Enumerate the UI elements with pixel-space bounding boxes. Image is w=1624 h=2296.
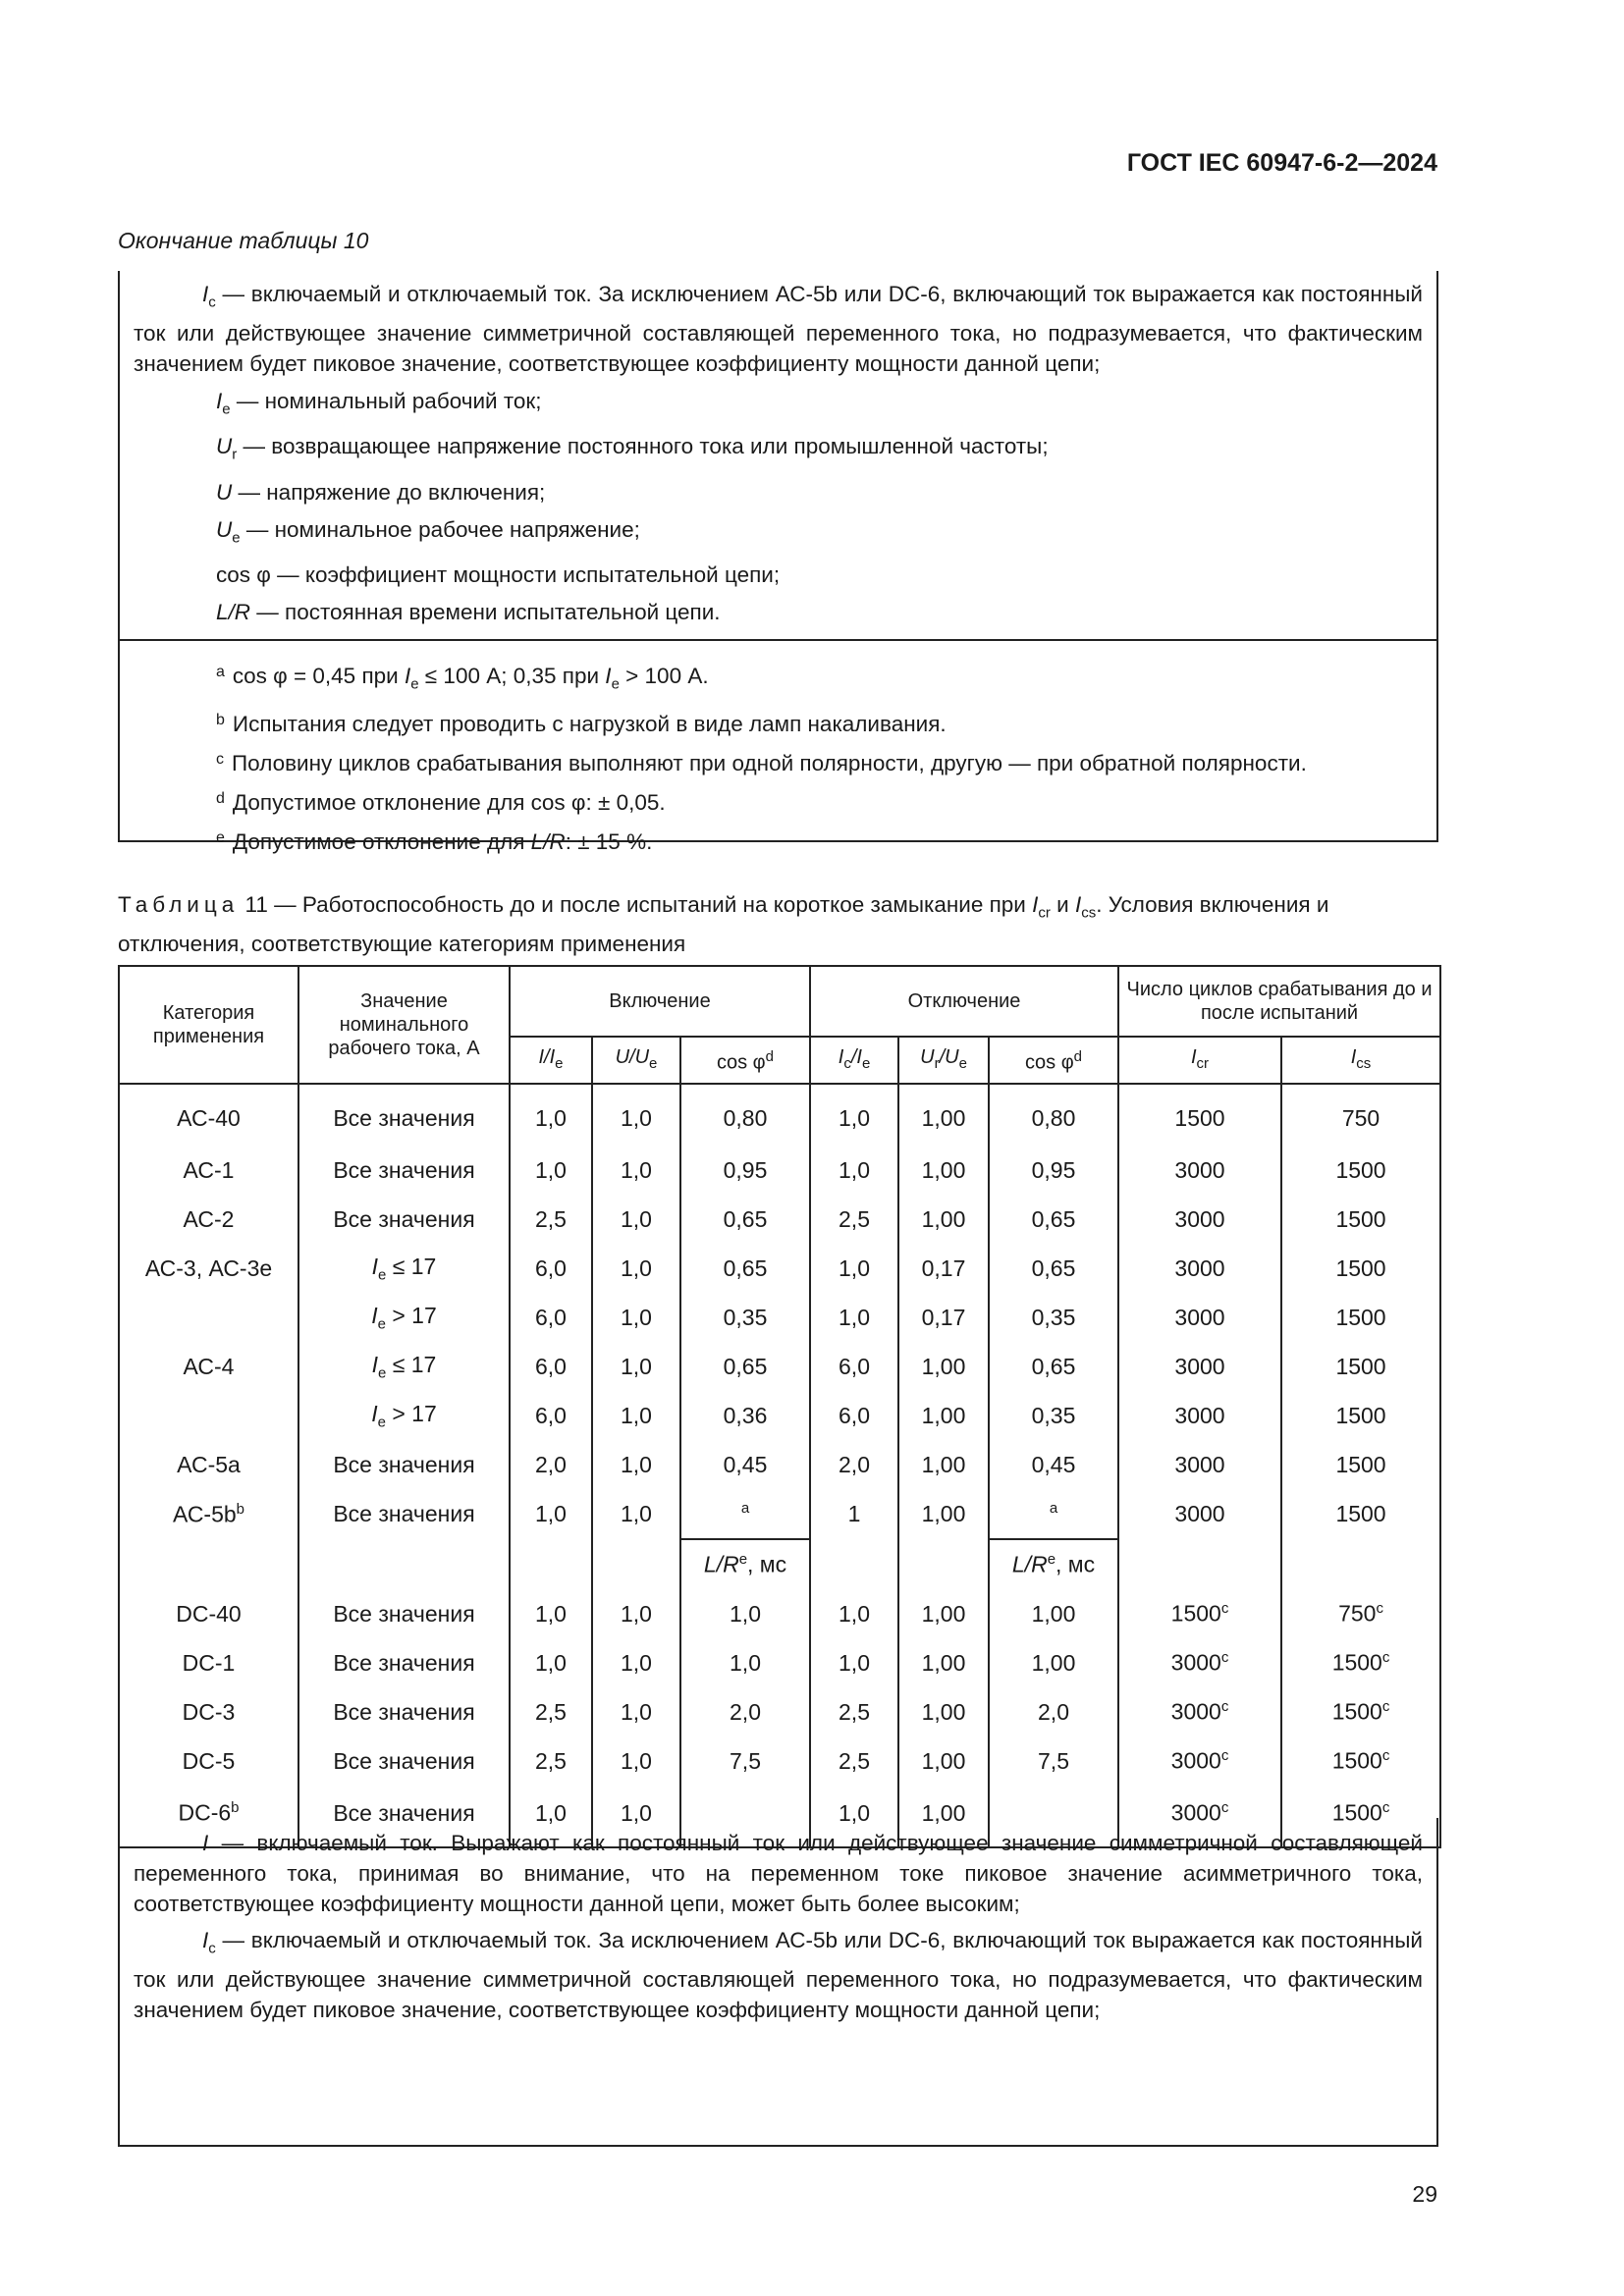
cell-making-u: 1,0 (592, 1293, 680, 1342)
footnotes-block (120, 639, 1436, 854)
cell-category (119, 1293, 298, 1342)
header-current-value: Значение номинального рабочего тока, А (298, 966, 510, 1084)
cell-making-i: 1,0 (510, 1084, 592, 1146)
cell-breaking-lr-header: $L/R^e$, мс (989, 1539, 1118, 1589)
cell-blank (510, 1539, 592, 1589)
cell-breaking-i: 1,0 (810, 1293, 898, 1342)
cell-breaking-u: 1,00 (898, 1084, 989, 1146)
footnote-e: $^e$ Допустимое отклонение для L/R: ± 15 %. (216, 828, 653, 854)
def-ur: $U_r$ — возвращающее напряжение постоянного тока или промышленной частоты; (216, 434, 1049, 463)
footnote-a: $^a$ cos φ = 0,45 при $I_e \le 100$ А; 0,35 при $I_e > 100$ А. (216, 664, 709, 693)
cell-blank (810, 1539, 898, 1589)
cell-category (119, 1391, 298, 1440)
cell-icr: 3000$^c$ (1118, 1786, 1281, 1847)
cell-making-i: 6,0 (510, 1342, 592, 1391)
cell-value: Все значения (298, 1687, 510, 1736)
footnote-d: $^d$ Допустимое отклонение для cos φ: ± 0,05. (216, 789, 666, 815)
cell-icr: 3000 (1118, 1146, 1281, 1195)
cell-category: DC-3 (119, 1687, 298, 1736)
cell-value: Все значения (298, 1440, 510, 1489)
cell-category: DC-40 (119, 1589, 298, 1638)
cell-making-cos: 0,36 (680, 1391, 810, 1440)
cell-making-u: 1,0 (592, 1589, 680, 1638)
cell-breaking-i: 2,0 (810, 1440, 898, 1489)
table-continuation-caption: Окончание таблицы 10 (118, 228, 369, 253)
cell-making-cos: 0,35 (680, 1293, 810, 1342)
table-row (119, 1736, 1440, 1786)
table-row (119, 1489, 1440, 1539)
cell-breaking-cos: 0,65 (989, 1244, 1118, 1293)
header-breaking-i: $I_c/I_e$ (810, 1037, 898, 1084)
cell-making-u: 1,0 (592, 1736, 680, 1786)
cell-icr: 3000 (1118, 1244, 1281, 1293)
cell-ics: 1500 (1281, 1440, 1440, 1489)
cell-making-u: 1,0 (592, 1084, 680, 1146)
cell-breaking-i: 1,0 (810, 1084, 898, 1146)
cell-ics: 1500$^c$ (1281, 1786, 1440, 1847)
cell-ics: 1500 (1281, 1489, 1440, 1539)
cell-making-cos: 0,65 (680, 1244, 810, 1293)
table11-definitions (118, 1818, 1438, 2147)
cell-breaking-cos: 0,95 (989, 1146, 1118, 1195)
cell-category: DC-5 (119, 1736, 298, 1786)
cell-breaking-u: 0,17 (898, 1244, 989, 1293)
cell-breaking-cos: a (989, 1489, 1118, 1539)
header-ics: $I_{cs}$ (1281, 1037, 1440, 1084)
cell-ics: 1500 (1281, 1146, 1440, 1195)
cell-icr: 3000 (1118, 1293, 1281, 1342)
cell-breaking-u: 1,00 (898, 1146, 989, 1195)
cell-breaking-i: 1,0 (810, 1146, 898, 1195)
def-ic-bottom: $I_c$ — включаемый и отключаемый ток. За исключением АС-5b или DC-6, включающий ток выражается как постоянный ток или действующее значение симметричной составляющей переменного тока, но подразумевается, что фактическим значением будет пиковое значение, соответствующее коэффициенту мощности данной цепи; (134, 1928, 1423, 2022)
cell-breaking-i: 2,5 (810, 1195, 898, 1244)
cell-making-u: 1,0 (592, 1244, 680, 1293)
def-ue: $U_e$ — номинальное рабочее напряжение; (216, 516, 640, 546)
cell-making-i: 1,0 (510, 1489, 592, 1539)
header-breaking: Отключение (810, 966, 1118, 1037)
cell-breaking-lr: 7,5 (989, 1736, 1118, 1786)
header-making-i: $I/I_e$ (510, 1037, 592, 1084)
cell-breaking-u: 1,00 (898, 1440, 989, 1489)
cell-value: $I_e > 17$ (298, 1391, 510, 1440)
cell-category: АС-5а (119, 1440, 298, 1489)
cell-icr: 3000 (1118, 1195, 1281, 1244)
header-cycles: Число циклов срабатывания до и после испытаний (1118, 966, 1440, 1037)
def-u: U — напряжение до включения; (216, 479, 546, 505)
cell-value: $I_e > 17$ (298, 1293, 510, 1342)
header-making-u: $U/U_e$ (592, 1037, 680, 1084)
cell-icr: 3000$^c$ (1118, 1736, 1281, 1786)
table11-title: Таблица 11 — Работоспособность до и после испытаний на короткое замыкание при $I_{cr}$ и $I_{cs}$. Условия включения и отключения, соответствующие категориям применения (118, 892, 1329, 956)
cell-ics: 1500 (1281, 1342, 1440, 1391)
cell-making-u: 1,0 (592, 1687, 680, 1736)
cell-breaking-u: 1,00 (898, 1589, 989, 1638)
def-i: I — включаемый ток. Выражают как постоянный ток или действующее значение симметричной составляющей переменного тока, принимая во внимание, что на переменном токе пиковое значение асимметричного тока, соответствующее коэффициенту мощности данной цепи, может быть более высоким; (134, 1831, 1423, 1916)
definitions-block (120, 271, 1436, 639)
cell-category: $АС-5b^b$ (119, 1489, 298, 1539)
cell-making-u: 1,0 (592, 1489, 680, 1539)
header-breaking-u: $U_r/U_e$ (898, 1037, 989, 1084)
table-row (119, 1084, 1440, 1146)
cell-blank (592, 1539, 680, 1589)
cell-value: Все значения (298, 1638, 510, 1687)
def-cos: cos φ — коэффициент мощности испытательной цепи; (216, 562, 781, 587)
cell-breaking-lr: 1,00 (989, 1589, 1118, 1638)
document-code: ГОСТ IEC 60947-6-2—2024 (1126, 149, 1437, 177)
cell-ics: 750 (1281, 1084, 1440, 1146)
footnote-c: $^c$ Половину циклов срабатывания выполняют при одной полярности, другую — при обратной полярности. (216, 750, 1307, 775)
cell-making-i: 6,0 (510, 1391, 592, 1440)
cell-value: Все значения (298, 1084, 510, 1146)
cell-icr: 3000 (1118, 1440, 1281, 1489)
cell-icr: 3000$^c$ (1118, 1687, 1281, 1736)
cell-value: $I_e \le 17$ (298, 1244, 510, 1293)
cell-breaking-lr: 2,0 (989, 1687, 1118, 1736)
cell-making-lr: 2,0 (680, 1687, 810, 1736)
cell-making-lr: 7,5 (680, 1736, 810, 1786)
cell-breaking-u: 1,00 (898, 1195, 989, 1244)
cell-blank (1118, 1539, 1281, 1589)
cell-icr: 3000 (1118, 1391, 1281, 1440)
cell-ics: 1500 (1281, 1293, 1440, 1342)
cell-icr: 3000 (1118, 1489, 1281, 1539)
header-making-cos: $\cos \varphi^d$ (680, 1037, 810, 1084)
header-making: Включение (510, 966, 810, 1037)
cell-ics: 1500 (1281, 1195, 1440, 1244)
cell-breaking-cos: 0,65 (989, 1195, 1118, 1244)
cell-making-cos: 0,95 (680, 1146, 810, 1195)
cell-making-i: 6,0 (510, 1244, 592, 1293)
cell-category: АС-1 (119, 1146, 298, 1195)
cell-making-i: 2,5 (510, 1687, 592, 1736)
cell-making-lr-header: $L/R^e$, мс (680, 1539, 810, 1589)
cell-ics: 1500$^c$ (1281, 1687, 1440, 1736)
cell-making-i: 1,0 (510, 1786, 592, 1847)
cell-breaking-u: 1,00 (898, 1687, 989, 1736)
cell-breaking-i: 1,0 (810, 1786, 898, 1847)
cell-making-cos: 0,65 (680, 1195, 810, 1244)
cell-making-i: 2,5 (510, 1195, 592, 1244)
cell-value: Все значения (298, 1146, 510, 1195)
cell-breaking-u: 1,00 (898, 1489, 989, 1539)
table-row (119, 1687, 1440, 1736)
header-breaking-cos: $\cos \varphi^d$ (989, 1037, 1118, 1084)
cell-category: АС-40 (119, 1084, 298, 1146)
cell-value: Все значения (298, 1589, 510, 1638)
cell-breaking-i: 1,0 (810, 1244, 898, 1293)
table-row (119, 1293, 1440, 1342)
cell-breaking-cos: 0,35 (989, 1391, 1118, 1440)
cell-making-u: 1,0 (592, 1638, 680, 1687)
cell-blank (119, 1539, 298, 1589)
cell-value: Все значения (298, 1786, 510, 1847)
cell-category: DC-1 (119, 1638, 298, 1687)
cell-value: Все значения (298, 1736, 510, 1786)
table11 (118, 965, 1441, 1848)
cell-value: Все значения (298, 1195, 510, 1244)
cell-breaking-u: 1,00 (898, 1342, 989, 1391)
cell-breaking-i: 1 (810, 1489, 898, 1539)
cell-making-u: 1,0 (592, 1440, 680, 1489)
footnote-b: $^b$ Испытания следует проводить с нагрузкой в виде ламп накаливания. (216, 711, 947, 736)
cell-breaking-cos: 0,65 (989, 1342, 1118, 1391)
cell-making-i: 1,0 (510, 1146, 592, 1195)
cell-breaking-lr: 1,00 (989, 1638, 1118, 1687)
cell-breaking-i: 6,0 (810, 1391, 898, 1440)
cell-ics: 750$^c$ (1281, 1589, 1440, 1638)
cell-value: Все значения (298, 1489, 510, 1539)
cell-breaking-u: 1,00 (898, 1391, 989, 1440)
table10-continuation (118, 271, 1438, 854)
cell-icr: 3000 (1118, 1342, 1281, 1391)
cell-ics: 1500 (1281, 1391, 1440, 1440)
cell-making-u: 1,0 (592, 1786, 680, 1847)
cell-making-lr: 1,0 (680, 1589, 810, 1638)
cell-category: DC-6$^b$ (119, 1786, 298, 1847)
cell-making-i: 1,0 (510, 1589, 592, 1638)
table-row (119, 1391, 1440, 1440)
table-row (119, 1440, 1440, 1489)
cell-breaking-i: 1,0 (810, 1589, 898, 1638)
cell-making-u: 1,0 (592, 1146, 680, 1195)
cell-ics: 1500$^c$ (1281, 1736, 1440, 1786)
cell-category: АС-2 (119, 1195, 298, 1244)
cell-breaking-u: 1,00 (898, 1638, 989, 1687)
cell-making-u: 1,0 (592, 1391, 680, 1440)
cell-breaking-cos: 0,80 (989, 1084, 1118, 1146)
table-row (119, 1638, 1440, 1687)
cell-breaking-u: 0,17 (898, 1293, 989, 1342)
cell-making-cos: 0,80 (680, 1084, 810, 1146)
cell-ics: 1500 (1281, 1244, 1440, 1293)
cell-breaking-cos: 0,35 (989, 1293, 1118, 1342)
cell-value: $I_e \le 17$ (298, 1342, 510, 1391)
cell-blank (898, 1539, 989, 1589)
cell-making-cos: 0,45 (680, 1440, 810, 1489)
cell-blank (1281, 1539, 1440, 1589)
cell-making-cos: 0,65 (680, 1342, 810, 1391)
cell-making-u: 1,0 (592, 1342, 680, 1391)
cell-breaking-u: 1,00 (898, 1736, 989, 1786)
cell-making-i: 2,5 (510, 1736, 592, 1786)
cell-icr: 1500$^c$ (1118, 1589, 1281, 1638)
cell-breaking-i: 6,0 (810, 1342, 898, 1391)
cell-icr: 3000$^c$ (1118, 1638, 1281, 1687)
table-row (119, 1342, 1440, 1391)
table-row (119, 1195, 1440, 1244)
cell-blank (298, 1539, 510, 1589)
cell-breaking-i: 1,0 (810, 1638, 898, 1687)
cell-making-u: 1,0 (592, 1195, 680, 1244)
cell-ics: 1500$^c$ (1281, 1638, 1440, 1687)
cell-breaking-i: 2,5 (810, 1687, 898, 1736)
cell-making-i: 2,0 (510, 1440, 592, 1489)
cell-making-cos: a (680, 1489, 810, 1539)
table-row (119, 1146, 1440, 1195)
cell-category: АС-3, АС-3е (119, 1244, 298, 1293)
table-row (119, 1589, 1440, 1638)
cell-making-i: 6,0 (510, 1293, 592, 1342)
cell-breaking-cos: 0,45 (989, 1440, 1118, 1489)
def-ie: $I_e$ — номинальный рабочий ток; (216, 388, 542, 417)
header-category: Категория применения (119, 966, 298, 1084)
cell-breaking-u: 1,00 (898, 1786, 989, 1847)
table-subheader-row (119, 1539, 1440, 1589)
header-icr: $I_{cr}$ (1118, 1037, 1281, 1084)
cell-making-i: 1,0 (510, 1638, 592, 1687)
table-row (119, 1244, 1440, 1293)
cell-category: АС-4 (119, 1342, 298, 1391)
page-number: 29 (1412, 2181, 1437, 2207)
cell-breaking-i: 2,5 (810, 1736, 898, 1786)
def-ic: $I_c$ — включаемый и отключаемый ток. За исключением АС-5b или DC-6, включающий ток выражается как постоянный ток или действующее значение симметричной составляющей переменного тока, но подразумевается, что фактическим значением будет пиковое значение, соответствующее коэффициенту мощности данной цепи; (134, 282, 1423, 376)
cell-making-lr: 1,0 (680, 1638, 810, 1687)
def-lr: L/R — постоянная времени испытательной цепи. (216, 600, 721, 624)
cell-icr: 1500 (1118, 1084, 1281, 1146)
